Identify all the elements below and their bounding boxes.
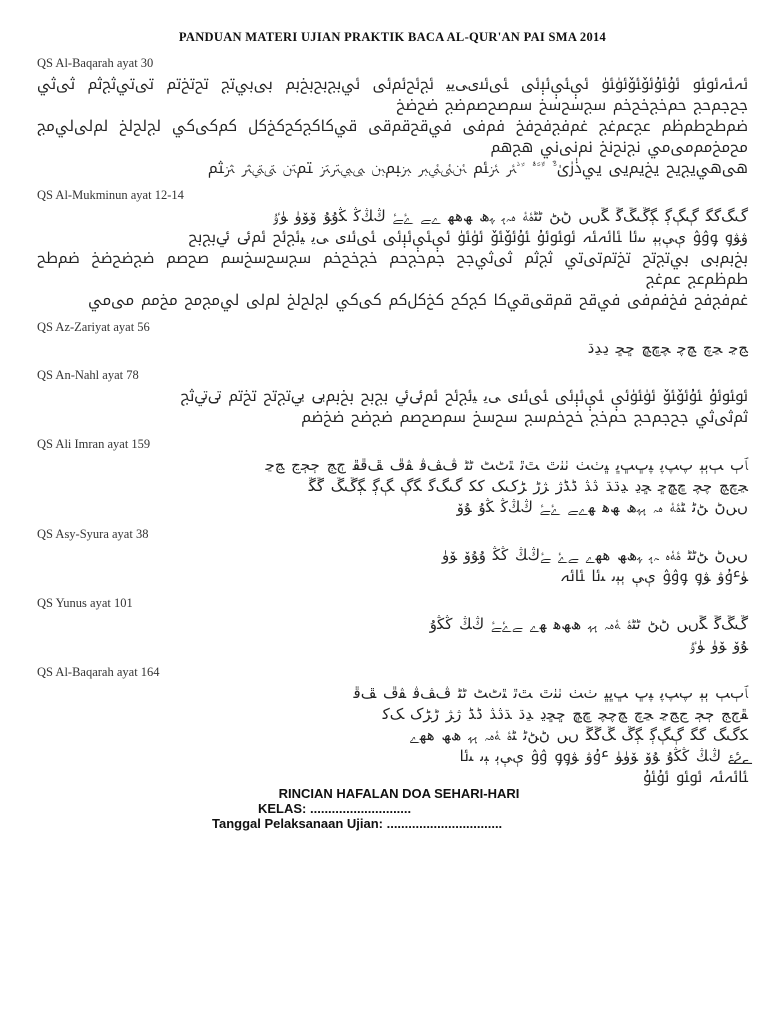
verse-section [37, 368, 748, 428]
arabic-verse-text [37, 74, 748, 179]
verse-line: ﰒﰓﰔ ﰕﰖﰗ ﰘﰙ ﰚﰛﰜ ﰝﰞ ﰟﰠﰡ ﰢﰣ ﰤﰥ [301, 408, 748, 426]
verse-line: ﭹﭺﭻ ﭼﭽ ﭾﭿﮀ ﮁﮂ ﮃﮄﮅ ﮆﮇ ﮈﮉﮊ ﮋﮌ ﮍﮎﮏ ﮐﮑ ﮒﮓﮔ ﮕﮖ ﮗﮘ ﮙﮚﮛ ﮜﮝ [308, 477, 748, 495]
surah-reference-label: QS Yunus ayat 101 [37, 596, 133, 610]
verse-line: ﮒﮓﮔﮕ ﮖﮗﮘ ﮙﮚﮛﮜ ﮝﮞﮟ ﮠﮡ ﮢﮣﮤﮥ ﮦﮧﮨ ﮩﮪ ﮫﮬﮭ ﮮﮯ ﮰﮱ ﯓﯔﯕ ﯖﯗﯘ ﯙﯚﯛ ﯜﯝ [272, 207, 748, 225]
verse-line: ﯬﯭﯮﯯ ﯰﯱﯲﯳﯴﯵ ﯶﯷﯸﯹ ﯺﯻﯼﯽﯾﯿ ﰀﰁﰂﰃ ﰄﰅﰆﰇﰈ ﰉﰊﰋ ﰌﰍﰎ ﰏﰐﰑﰒ ﰓﰔ ﰕﰖﰗ ﰘﰙﰚﰛ ﰜﰝﰞ ﰟﰠﰡﰢ ﰣﰤ [37, 75, 748, 114]
surah-reference-label: QS Asy-Syura ayat 38 [37, 527, 149, 541]
verse-section [37, 188, 748, 311]
verse-line: ﮑﮒﮓ ﮔﮕ ﮖﮗﮘ ﮙﮚ ﮛﮜﮝ ﮞﮟ ﮠﮡﮢ ﮣﮤ ﮥﮦﮧ ﮨﮩ ﮪﮫ ﮬﮭﮮ [409, 726, 748, 744]
verse-line: ﭑﭒﭓ ﭔﭕ ﭖﭗﭘ ﭙﭚ ﭛﭜﭝ ﭞﭟ ﭠﭡﭢ ﭣﭤ ﭥﭦﭧ ﭨﭩ ﭪﭫﭬ ﭭﭮ ﭯﭰ [353, 684, 748, 702]
arabic-verse-text [37, 683, 748, 788]
document-title: PANDUAN MATERI UJIAN PRAKTIK BACA AL-QUR'AN PAI SMA 2014 [178, 30, 607, 44]
verse-line: ﯫﯬﯭ ﯮﯯ ﯰﯱ [642, 768, 748, 786]
surah-reference-label: QS Ali Imran ayat 159 [37, 437, 151, 451]
arabic-verse-text [37, 386, 748, 428]
verse-section [37, 596, 748, 656]
arabic-verse-text [37, 455, 748, 518]
verse-line: ﭷﭸ ﭹﭺ ﭻﭼ ﭽﭾﭿ ﮀﮁ ﮂﮃﮄ [587, 339, 748, 357]
verse-line: ﯞﯟﯠ ﯡﯢﯣ ﯤﯥﯦﯧ ﯨﯩﯪ ﯫﯬﯭ ﯮﯯﯰ ﯱﯲﯳ ﯴﯵ ﯶﯷﯸﯹ ﯺﯻﯼ ﯽﯾ ﯿﰀﰁ ﰂﰃ ﰄﰅﰆ [188, 228, 748, 246]
verse-line: ﮯﮰﮱ ﯓﯔ ﯕﯖﯗ ﯘﯙ ﯚﯛﯜ ﯝﯞ ﯟﯠﯡ ﯢﯣ ﯤﯥﯦ ﯧﯨ ﯩﯪ [459, 747, 748, 765]
footer-heading: RINCIAN HAFALAN DOA SEHARI-HARI [278, 786, 520, 801]
arabic-verse-text [37, 338, 748, 359]
surah-reference-label: QS An-Nahl ayat 78 [37, 368, 139, 382]
form-footer [0, 786, 768, 831]
arabic-verse-text [37, 206, 748, 311]
surah-reference-label: QS Al-Baqarah ayat 164 [37, 665, 160, 679]
surah-reference-label: QS Al-Mukminun ayat 12-14 [37, 188, 184, 202]
arabic-verse-text [37, 545, 748, 587]
verse-line: ﭱﭲﭳ ﭴﭵ ﭶﭷﭸ ﭹﭺ ﭻﭼﭽ ﭾﭿ ﮀﮁﮂ ﮃﮄ ﮅﮆﮇ ﮈﮉ ﮊﮋ ﮌﮍﮎ ﮏﮐ [382, 705, 748, 723]
verse-section [37, 320, 748, 359]
arabic-verse-text [37, 614, 748, 656]
class-field-line: KELAS: ............................ [258, 801, 412, 816]
exam-date-line: Tanggal Pelaksanaan Ujian: ................................ [212, 816, 503, 831]
verse-section [37, 527, 748, 587]
verse-sections [37, 56, 748, 788]
verse-section [37, 56, 748, 179]
verse-line: ﮚﮛﮜ ﮝﮞﮟ ﮠﮡ ﮢﮣﮤ ﮥﮦﮧ ﮨﮩ ﮪﮫﮬ ﮭﮮ ﮯﮰﮱ ﯓﯔ ﯕﯖﯗ [429, 615, 748, 633]
verse-section [37, 665, 748, 788]
verse-line: ﯜﯝﯞ ﯟﯠ ﯡﯢﯣ ﯤﯥ ﯦﯧﯨ ﯩﯪ ﯫﯬ [560, 567, 748, 585]
verse-line: ﮞﮟﮠ ﮡﮢ ﮣﮤﮥ ﮦﮧ ﮨﮩﮪ ﮫﮬ ﮭﮮﮯ ﮰﮱ ﯓﯔﯕ ﯖﯗ ﯘﯙ [456, 498, 748, 516]
verse-line: ﯮﯯﯰ ﯱﯲﯳ ﯴﯵﯶ ﯷﯸﯹ ﯺﯻﯼ ﯽﯾ ﯿﰀﰁ ﰂﰃﰄ ﰅﰆ ﰇﰈﰉ ﰊﰋﰌ ﰍﰎ ﰏﰐﰑ [180, 387, 748, 405]
verse-line: ﰬﰭﰮ ﰯﰰﰱ ﰲﰳ ﰴﰵﰶﰷ ﰸﰹ ﰺﰻﰼ ﰽﰾ ﰿﱀﱁ ﱂﱃ ﱄﱅﱆ ﱇﱈ ﱉﱊ [88, 291, 748, 309]
surah-reference-label: QS Az-Zariyat ayat 56 [37, 320, 150, 334]
surah-reference-label: QS Al-Baqarah ayat 30 [37, 56, 154, 70]
verse-line: ﱓﱔﱕﱖ ﱗﱘﱙ ﱚﱛﱜﱝﱞ ﱟﱠﱡ ﱢﱣﱤ ﱥﱦ ﱧﱨﱩﱪ ﱫﱬﱭ ﱮﱯﱰﱱ ﱲﱳ ﱴﱵﱶ ﱷﱸ [207, 159, 748, 177]
verse-line: ﮞﮟﮠ ﮡﮢﮣ ﮤﮥﮦ ﮧﮨ ﮩﮪﮫ ﮬﮭﮮ ﮯﮰ ﮱﯓﯔ ﯕﯖ ﯗﯘﯙ ﯚﯛ [442, 546, 748, 564]
verse-line: ﯘﯙ ﯚﯛ ﯜﯝ [689, 636, 748, 654]
verse-line: ﰥﰦﰧﰨ ﰩﰪﰫ ﰬﰭﰮﰯ ﰰﰱ ﰲﰳﰴﰵ ﰶﰷﰸﰹﰺﰻ ﰼﰽﰾ ﰿﱀﱁ ﱂﱃﱄﱅ ﱆﱇﱈﱉﱊ ﱋﱌﱍ ﱎﱏﱐ ﱑﱒ [37, 117, 748, 156]
verse-section [37, 437, 748, 518]
verse-line: ﭑﭒ ﭓﭔﭕ ﭖﭗﭘ ﭙﭚﭛﭜ ﭝﭞﭟ ﭠﭡﭢ ﭣﭤ ﭥﭦﭧ ﭨﭩ ﭪﭫﭬ ﭭﭮ ﭯﭰﭱ ﭲﭳ ﭴﭵﭶ ﭷﭸ [265, 456, 748, 474]
verse-line: ﰇﰈﰉ ﰊﰋﰌ ﰍﰎﰏﰐ ﰑﰒ ﰓﰔﰕ ﰖﰗﰘ ﰙﰚﰛ ﰜﰝﰞﰟ ﰠﰡ ﰢﰣﰤ ﰥﰦ ﰧﰨﰩ ﰪﰫ [37, 249, 748, 288]
